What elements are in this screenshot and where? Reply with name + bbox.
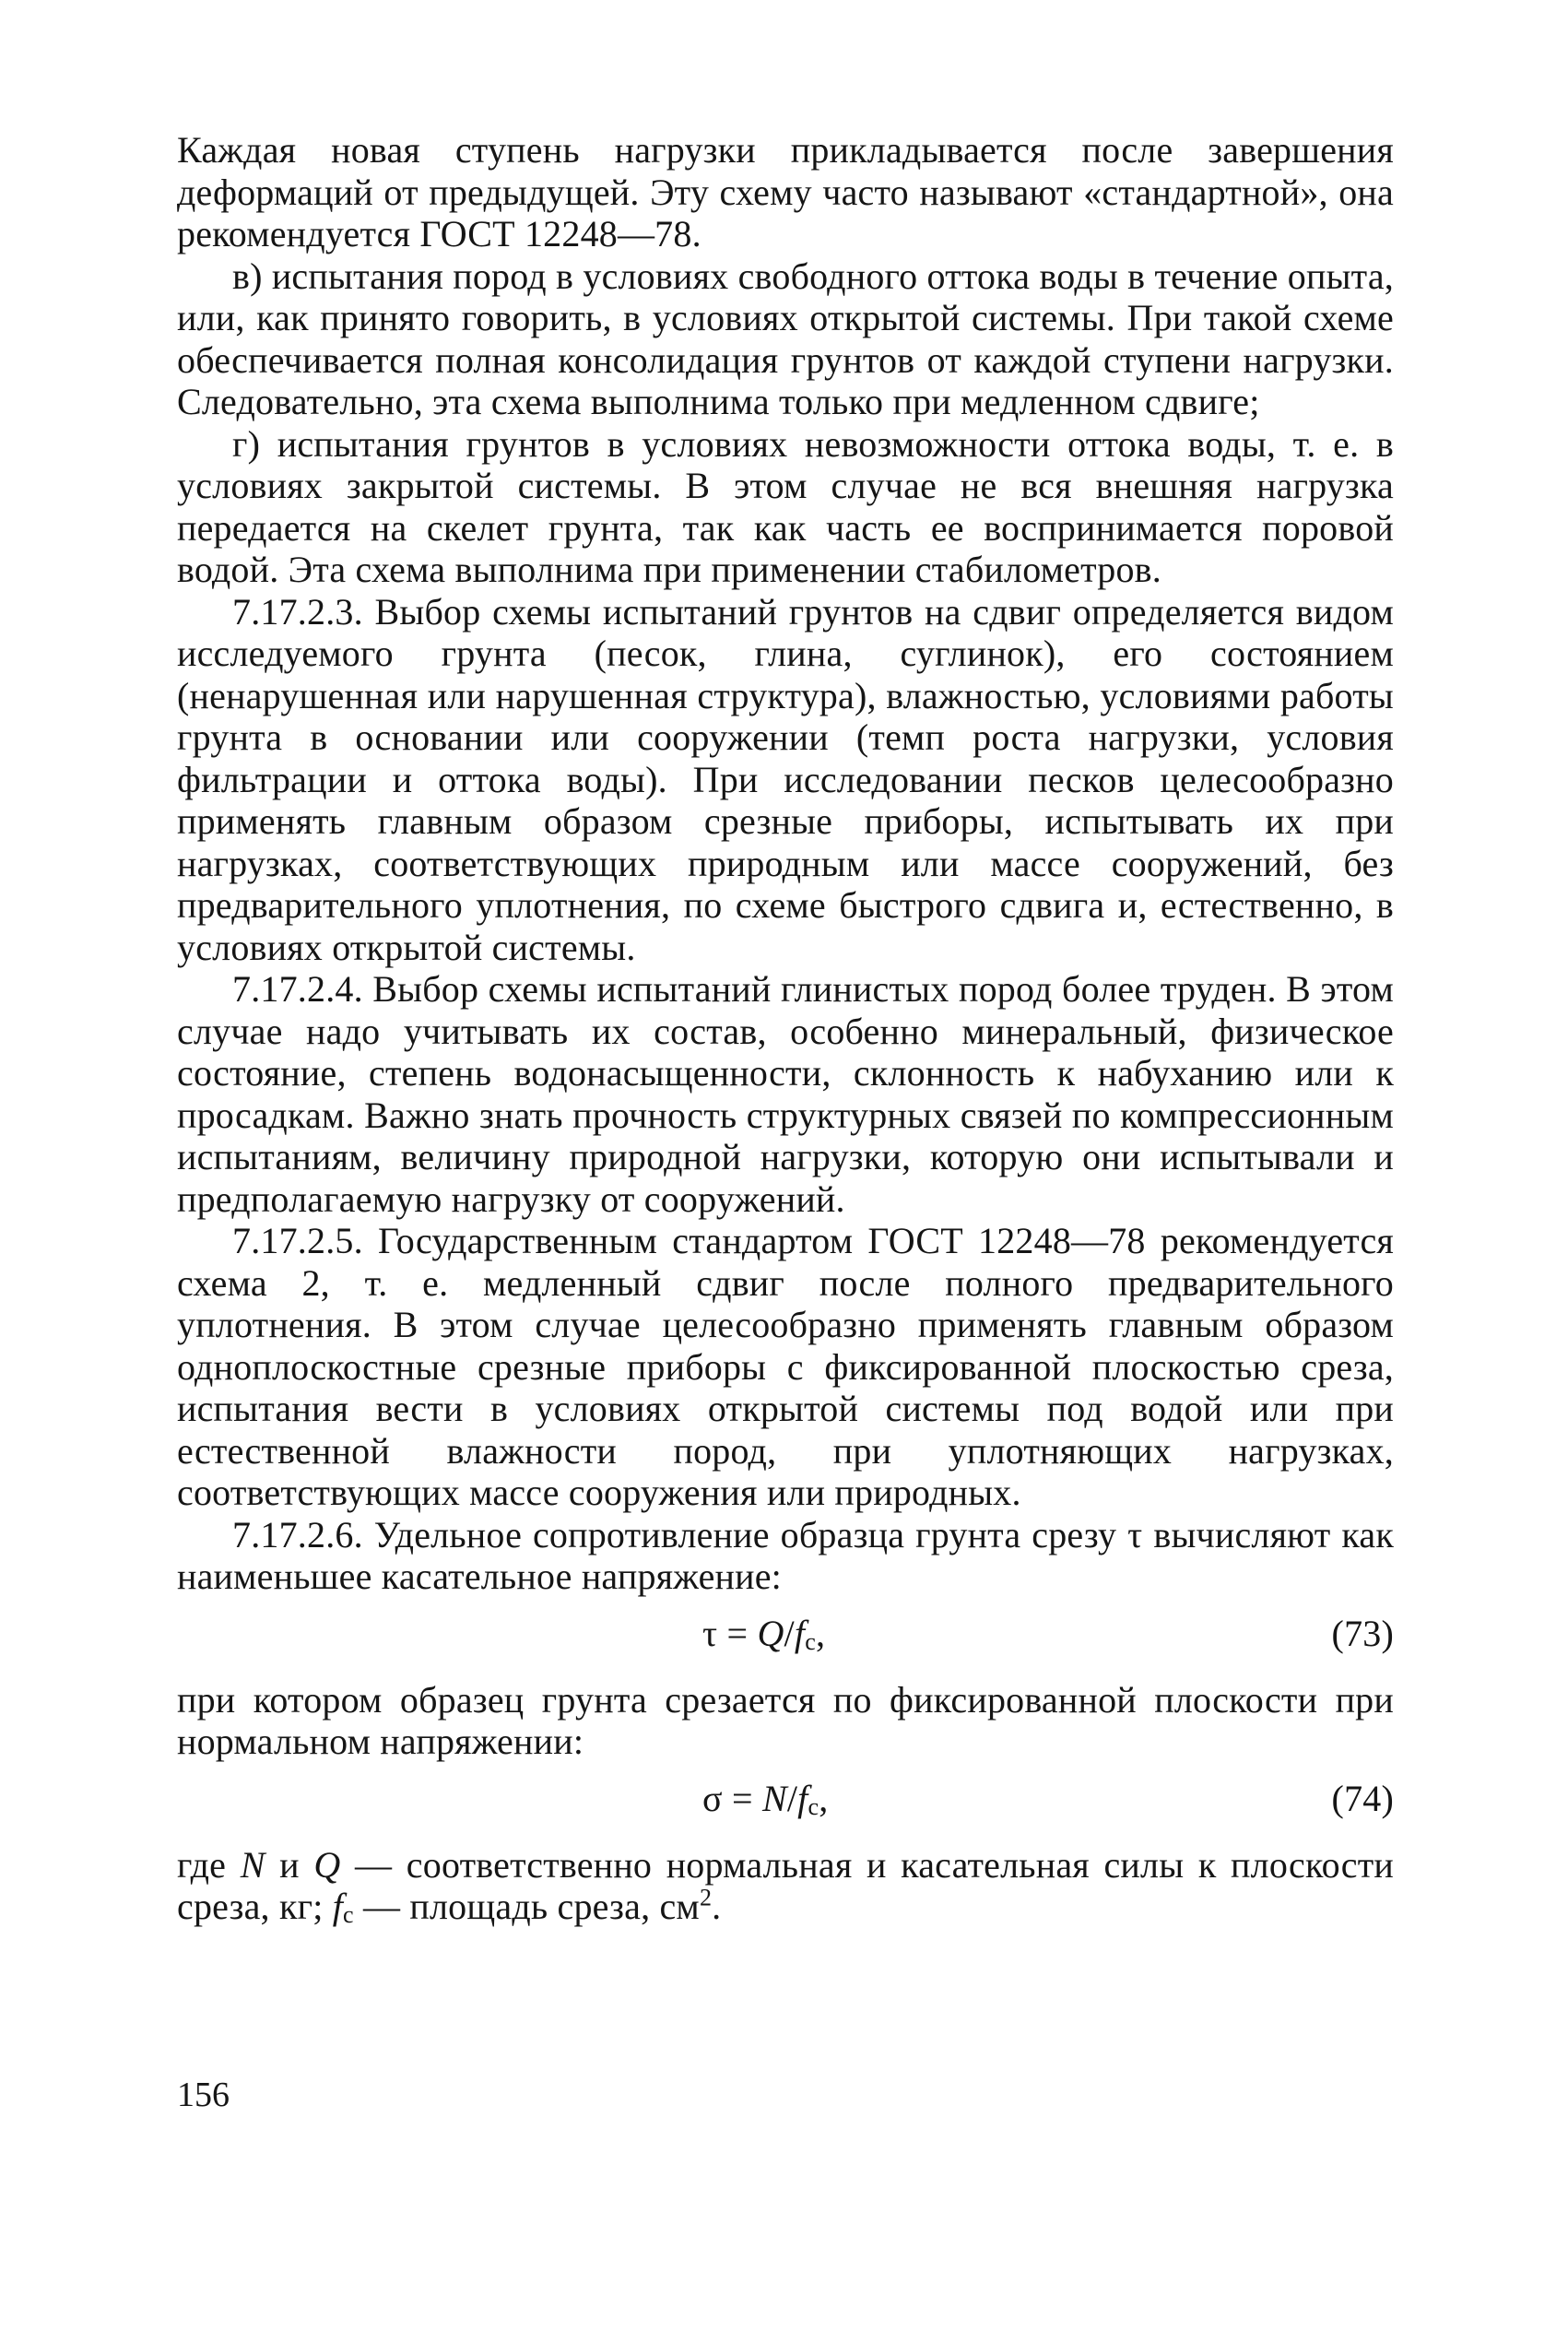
paragraph-definitions [177, 1844, 1394, 1928]
paragraph-7-17-2-6: 7.17.2.6. Удельное сопротивление образца грунта срезу τ вычисляют как наименьшее касательное напряжение: [177, 1513, 1394, 1597]
paragraph-7-17-2-4: 7.17.2.4. Выбор схемы испытаний глинистых пород более труден. В этом случае надо учитывать их состав, особенно минеральный, физическое состояние, степень водонасыщенности, склонность к набуханию или к просадкам. Важно знать прочность структурных связей по компрессионным испытаниям, величину природной нагрузки, которую они испытывали и предполагаемую нагрузку от сооружений. [177, 968, 1394, 1220]
definitions-text-2: и [265, 1843, 314, 1886]
formula-74-expression [702, 1778, 828, 1820]
formula-73-expression [702, 1613, 825, 1655]
definitions-text-5: . [712, 1886, 722, 1927]
formula-74-equals: = [722, 1777, 762, 1819]
paragraph-7-17-2-3: 7.17.2.3. Выбор схемы испытаний грунтов на сдвиг определяется видом исследуемого грунта (песок, глина, суглинок), его состоянием (ненарушенная или нарушенная структура), влажностью, условиями работы грунта в основании или сооружении (темп роста нагрузки, условия фильтрации и оттока воды). При исследовании песков целесообразно применять главным образом срезные приборы, испытывать их при нагрузках, соответствующих природным или массе сооружений, без предварительного уплотнения, по схеме быстрого сдвига и, естественно, в условиях открытой системы. [177, 590, 1394, 968]
definitions-var-q: Q [313, 1843, 341, 1886]
formula-73-equals: = [717, 1612, 758, 1654]
paragraph-7-17-2-5: 7.17.2.5. Государственным стандартом ГОСТ 12248—78 рекомендуется схема 2, т. е. медленный сдвиг после полного предварительного уплотнения. В этом случае целесообразно применять главным образом одноплоскостные срезные приборы с фиксированной плоскостью среза, испытания вести в условиях открытой системы под водой или при естественной влажности пород, при уплотняющих нагрузках, соответствующих массе сооружения или природных. [177, 1220, 1394, 1513]
formula-73-lhs: τ [702, 1612, 718, 1654]
paragraph-closed-system: г) испытания грунтов в условиях невозможности оттока воды, т. е. в условиях закрытой системы. В этом случае не вся внешняя нагрузка передается на скелет грунта, так как часть ее воспринимается поровой водой. Эта схема выполнима при применении стабилометров. [177, 422, 1394, 590]
formula-74-f: f [797, 1777, 808, 1819]
paragraph-open-system: в) испытания пород в условиях свободного оттока воды в течение опыта, или, как принято говорить, в условиях открытой системы. При такой схеме обеспечивается полная консолидация грунтов от каждой ступени нагрузки. Следовательно, эта схема выполнима только при медленном сдвиге; [177, 254, 1394, 422]
formula-74-slash: / [786, 1777, 798, 1819]
formula-73-var: Q [757, 1612, 784, 1654]
paragraph-normal-stress: при котором образец грунта срезается по фиксированной плоскости при нормальном напряжении: [177, 1678, 1394, 1762]
formula-73-slash: / [784, 1612, 795, 1654]
formula-74 [177, 1774, 1394, 1831]
formula-73-sub: c [805, 1627, 816, 1655]
equation-number-74: (74) [1331, 1777, 1394, 1819]
page-number: 156 [177, 2076, 230, 2114]
definitions-text-4: — площадь среза, см [353, 1886, 700, 1927]
formula-74-lhs: σ [702, 1777, 723, 1819]
definitions-text-3: — соответственно нормальная и касательная силы к плоскости среза, кг; [177, 1843, 1395, 1927]
main-text [177, 129, 1394, 1928]
definitions-sub-c: c [343, 1901, 354, 1928]
paragraph-standard-scheme: Каждая новая ступень нагрузки прикладывается после завершения деформаций от предыдущей. Эту схему часто называют «стандартной», она рекомендуется ГОСТ 12248—78. [177, 129, 1394, 254]
definitions-var-f: f [332, 1886, 344, 1927]
equation-number-73: (73) [1331, 1612, 1394, 1654]
formula-73 [177, 1609, 1394, 1666]
formula-73-f: f [794, 1612, 806, 1654]
formula-74-tail: , [819, 1777, 829, 1819]
definitions-var-n: N [240, 1843, 265, 1886]
definitions-sup-2: 2 [699, 1884, 713, 1911]
formula-73-tail: , [815, 1612, 826, 1654]
formula-74-sub: c [808, 1792, 819, 1820]
definitions-text-1: где [177, 1843, 241, 1886]
formula-74-var: N [761, 1777, 787, 1819]
